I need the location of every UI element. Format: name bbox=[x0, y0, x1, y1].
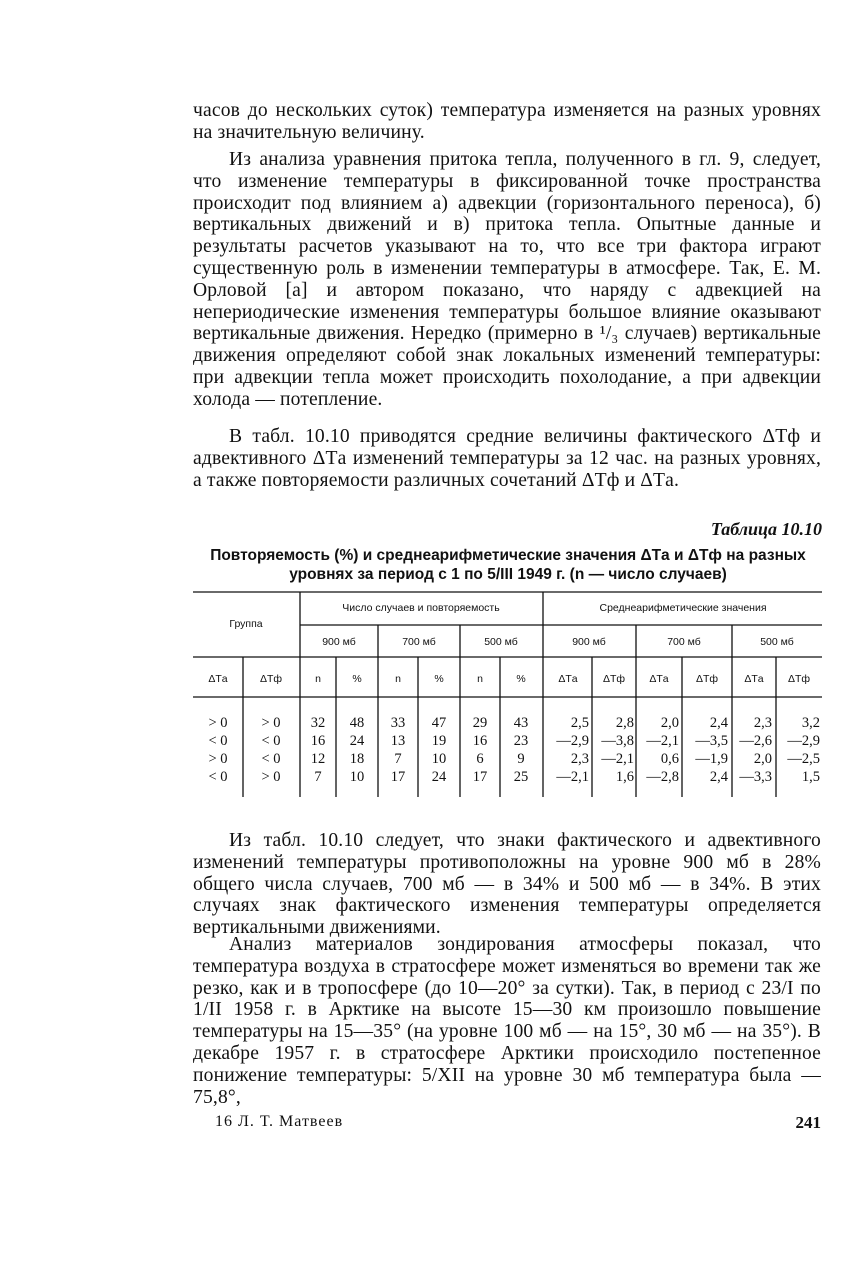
table-cell-count: 48 bbox=[349, 715, 365, 731]
table-label: Таблица 10.10 bbox=[710, 519, 822, 539]
table-cell-mean: 2,0 bbox=[753, 751, 772, 767]
subheader-mean-700-dta: ΔTа bbox=[649, 673, 669, 685]
table-cell-mean: 2,0 bbox=[660, 715, 679, 731]
table-cell-mean: —2,8 bbox=[646, 769, 679, 785]
table-cell-mean: 1,5 bbox=[801, 769, 820, 785]
table-caption: Повторяемость (%) и среднеарифметические значения ΔTа и ΔTф на разных уровнях за период с 1 по 5/III 1949 г. (n — число случаев) bbox=[210, 547, 806, 583]
table-cell-mean: —2,9 bbox=[787, 733, 820, 749]
table-cell-mean: —2,1 bbox=[646, 733, 679, 749]
table-cell-count: 7 bbox=[394, 751, 402, 767]
table-cell-count: 43 bbox=[513, 715, 529, 731]
table-cell-count: 10 bbox=[349, 769, 365, 785]
subheader-mean-500-dtf: ΔTф bbox=[787, 673, 811, 685]
table-cell-mean: —2,1 bbox=[556, 769, 589, 785]
table-cell-group: > 0 bbox=[261, 715, 281, 731]
page-number: 241 bbox=[795, 1113, 821, 1132]
header-group: Группа bbox=[229, 618, 263, 630]
table-cell-group: > 0 bbox=[208, 751, 228, 767]
table-cell-count: 16 bbox=[310, 733, 326, 749]
table-cell-group: < 0 bbox=[261, 751, 281, 767]
subheader-group-dta: ΔTа bbox=[208, 673, 228, 685]
subheader-mean-700-dtf: ΔTф bbox=[695, 673, 719, 685]
table-cell-count: 7 bbox=[314, 769, 322, 785]
table-cell-mean: 3,2 bbox=[801, 715, 820, 731]
header-level-900-count: 900 мб bbox=[322, 636, 356, 648]
subheader-pct-500: % bbox=[516, 673, 526, 685]
table-cell-count: 32 bbox=[310, 715, 326, 731]
header-level-500-count: 500 мб bbox=[484, 636, 518, 648]
table-cell-count: 24 bbox=[431, 769, 447, 785]
header-mean: Среднеарифметические значения bbox=[599, 602, 767, 614]
paragraph-stratosphere: Анализ материалов зондирования атмосферы показал, что температура воздуха в стратосфере может изменяться во времени так же резко, как и в тропосфере (до 10—20° за сутки). Так, в период с 23/I по 1/II 1958 г. в Арктике на высоте 15—30 км произошло повышение температуры на 15—35° (на уровне 100 мб — на 15°, 30 мб — на 35°). В декабре 1957 г. в стратосфере Арктики происходило постепенное понижение температуры: 5/XII на уровне 30 мб температура была —75,8°, bbox=[193, 934, 821, 1108]
table-cell-mean: 2,3 bbox=[753, 715, 772, 731]
subheader-mean-500-dta: ΔTа bbox=[744, 673, 764, 685]
subheader-n-900: n bbox=[315, 673, 321, 685]
table-cell-mean: 2,4 bbox=[709, 715, 728, 731]
table-cell-mean: —3,8 bbox=[601, 733, 634, 749]
table-cell-count: 24 bbox=[349, 733, 365, 749]
table-cell-group: > 0 bbox=[261, 769, 281, 785]
subheader-pct-900: % bbox=[352, 673, 362, 685]
header-level-900-mean: 900 мб bbox=[572, 636, 606, 648]
subheader-mean-900-dtf: ΔTф bbox=[602, 673, 626, 685]
footer-signature: 16 Л. Т. Матвеев bbox=[215, 1113, 344, 1130]
table-cell-mean: —3,5 bbox=[695, 733, 728, 749]
header-level-500-mean: 500 мб bbox=[760, 636, 794, 648]
table-cell-count: 19 bbox=[431, 733, 447, 749]
table-cell-count: 12 bbox=[310, 751, 326, 767]
paragraph-continuation: часов до нескольких суток) температура изменяется на разных уровнях на значительную величину. bbox=[193, 100, 821, 143]
table-cell-count: 23 bbox=[513, 733, 529, 749]
header-count: Число случаев и повторяемость bbox=[342, 602, 500, 614]
table-cell-mean: 1,6 bbox=[615, 769, 634, 785]
table-cell-count: 17 bbox=[390, 769, 406, 785]
paragraph-table-intro: В табл. 10.10 приводятся средние величины фактического ΔTф и адвективного ΔTа изменений температуры за 12 час. на разных уровнях, а также повторяемости различных сочетаний ΔTф и ΔTа. bbox=[193, 426, 821, 491]
table-cell-mean: 2,5 bbox=[570, 715, 589, 731]
table-cell-count: 9 bbox=[517, 751, 525, 767]
table-cell-count: 6 bbox=[476, 751, 484, 767]
table-cell-mean: —1,9 bbox=[695, 751, 728, 767]
table-cell-mean: 2,8 bbox=[615, 715, 634, 731]
subheader-n-700: n bbox=[395, 673, 401, 685]
header-level-700-mean: 700 мб bbox=[667, 636, 701, 648]
table-cell-group: < 0 bbox=[208, 733, 228, 749]
table-cell-mean: 2,3 bbox=[570, 751, 589, 767]
table-cell-mean: —2,1 bbox=[601, 751, 634, 767]
subheader-mean-900-dta: ΔTа bbox=[558, 673, 578, 685]
table-cell-mean: —2,6 bbox=[739, 733, 772, 749]
table-cell-count: 18 bbox=[349, 751, 365, 767]
table-cell-group: < 0 bbox=[261, 733, 281, 749]
table-cell-count: 33 bbox=[390, 715, 406, 731]
subheader-group-dtf: ΔTф bbox=[259, 673, 283, 685]
table-cell-group: < 0 bbox=[208, 769, 228, 785]
table-cell-count: 29 bbox=[472, 715, 488, 731]
table-cell-mean: —3,3 bbox=[739, 769, 772, 785]
subheader-pct-700: % bbox=[434, 673, 444, 685]
subheader-n-500: n bbox=[477, 673, 483, 685]
header-level-700-count: 700 мб bbox=[402, 636, 436, 648]
paragraph-heat-equation: Из анализа уравнения притока тепла, полученного в гл. 9, следует, что изменение температуры в фиксированной точке пространства происходит под влиянием а) адвекции (горизонтального переноса), б) вертикальных движений и в) притока тепла. Опытные данные и результаты расчетов указывают на то, что все три фактора играют существенную роль в изменении температуры в атмосфере. Так, Е. М. Орловой [а] и автором показано, что наряду с адвекцией на непериодические изменения температуры большое влияние оказывают вертикальные движения. Нередко (примерно в ¹/₃ случаев) вертикальные движения определяют собой знак локальных изменений температуры: при адвекции тепла может происходить похолодание, а при адвекции холода — потепление. bbox=[193, 149, 821, 410]
table-cell-mean: —2,9 bbox=[556, 733, 589, 749]
paragraph-table-conclusion: Из табл. 10.10 следует, что знаки фактического и адвективного изменений температуры противоположны на уровне 900 мб в 28% общего числа случаев, 700 мб — в 34% и 500 мб — в 34%. В этих случаях знак фактического изменения температуры определяется вертикальными движениями. bbox=[193, 830, 821, 939]
table-cell-count: 16 bbox=[472, 733, 488, 749]
table-cell-group: > 0 bbox=[208, 715, 228, 731]
table-cell-mean: 0,6 bbox=[660, 751, 679, 767]
table-cell-count: 25 bbox=[513, 769, 529, 785]
table-cell-count: 10 bbox=[431, 751, 447, 767]
table-cell-mean: 2,4 bbox=[709, 769, 728, 785]
table-cell-count: 47 bbox=[431, 715, 447, 731]
table-cell-count: 17 bbox=[472, 769, 488, 785]
table-cell-count: 13 bbox=[390, 733, 406, 749]
table-cell-mean: —2,5 bbox=[787, 751, 820, 767]
